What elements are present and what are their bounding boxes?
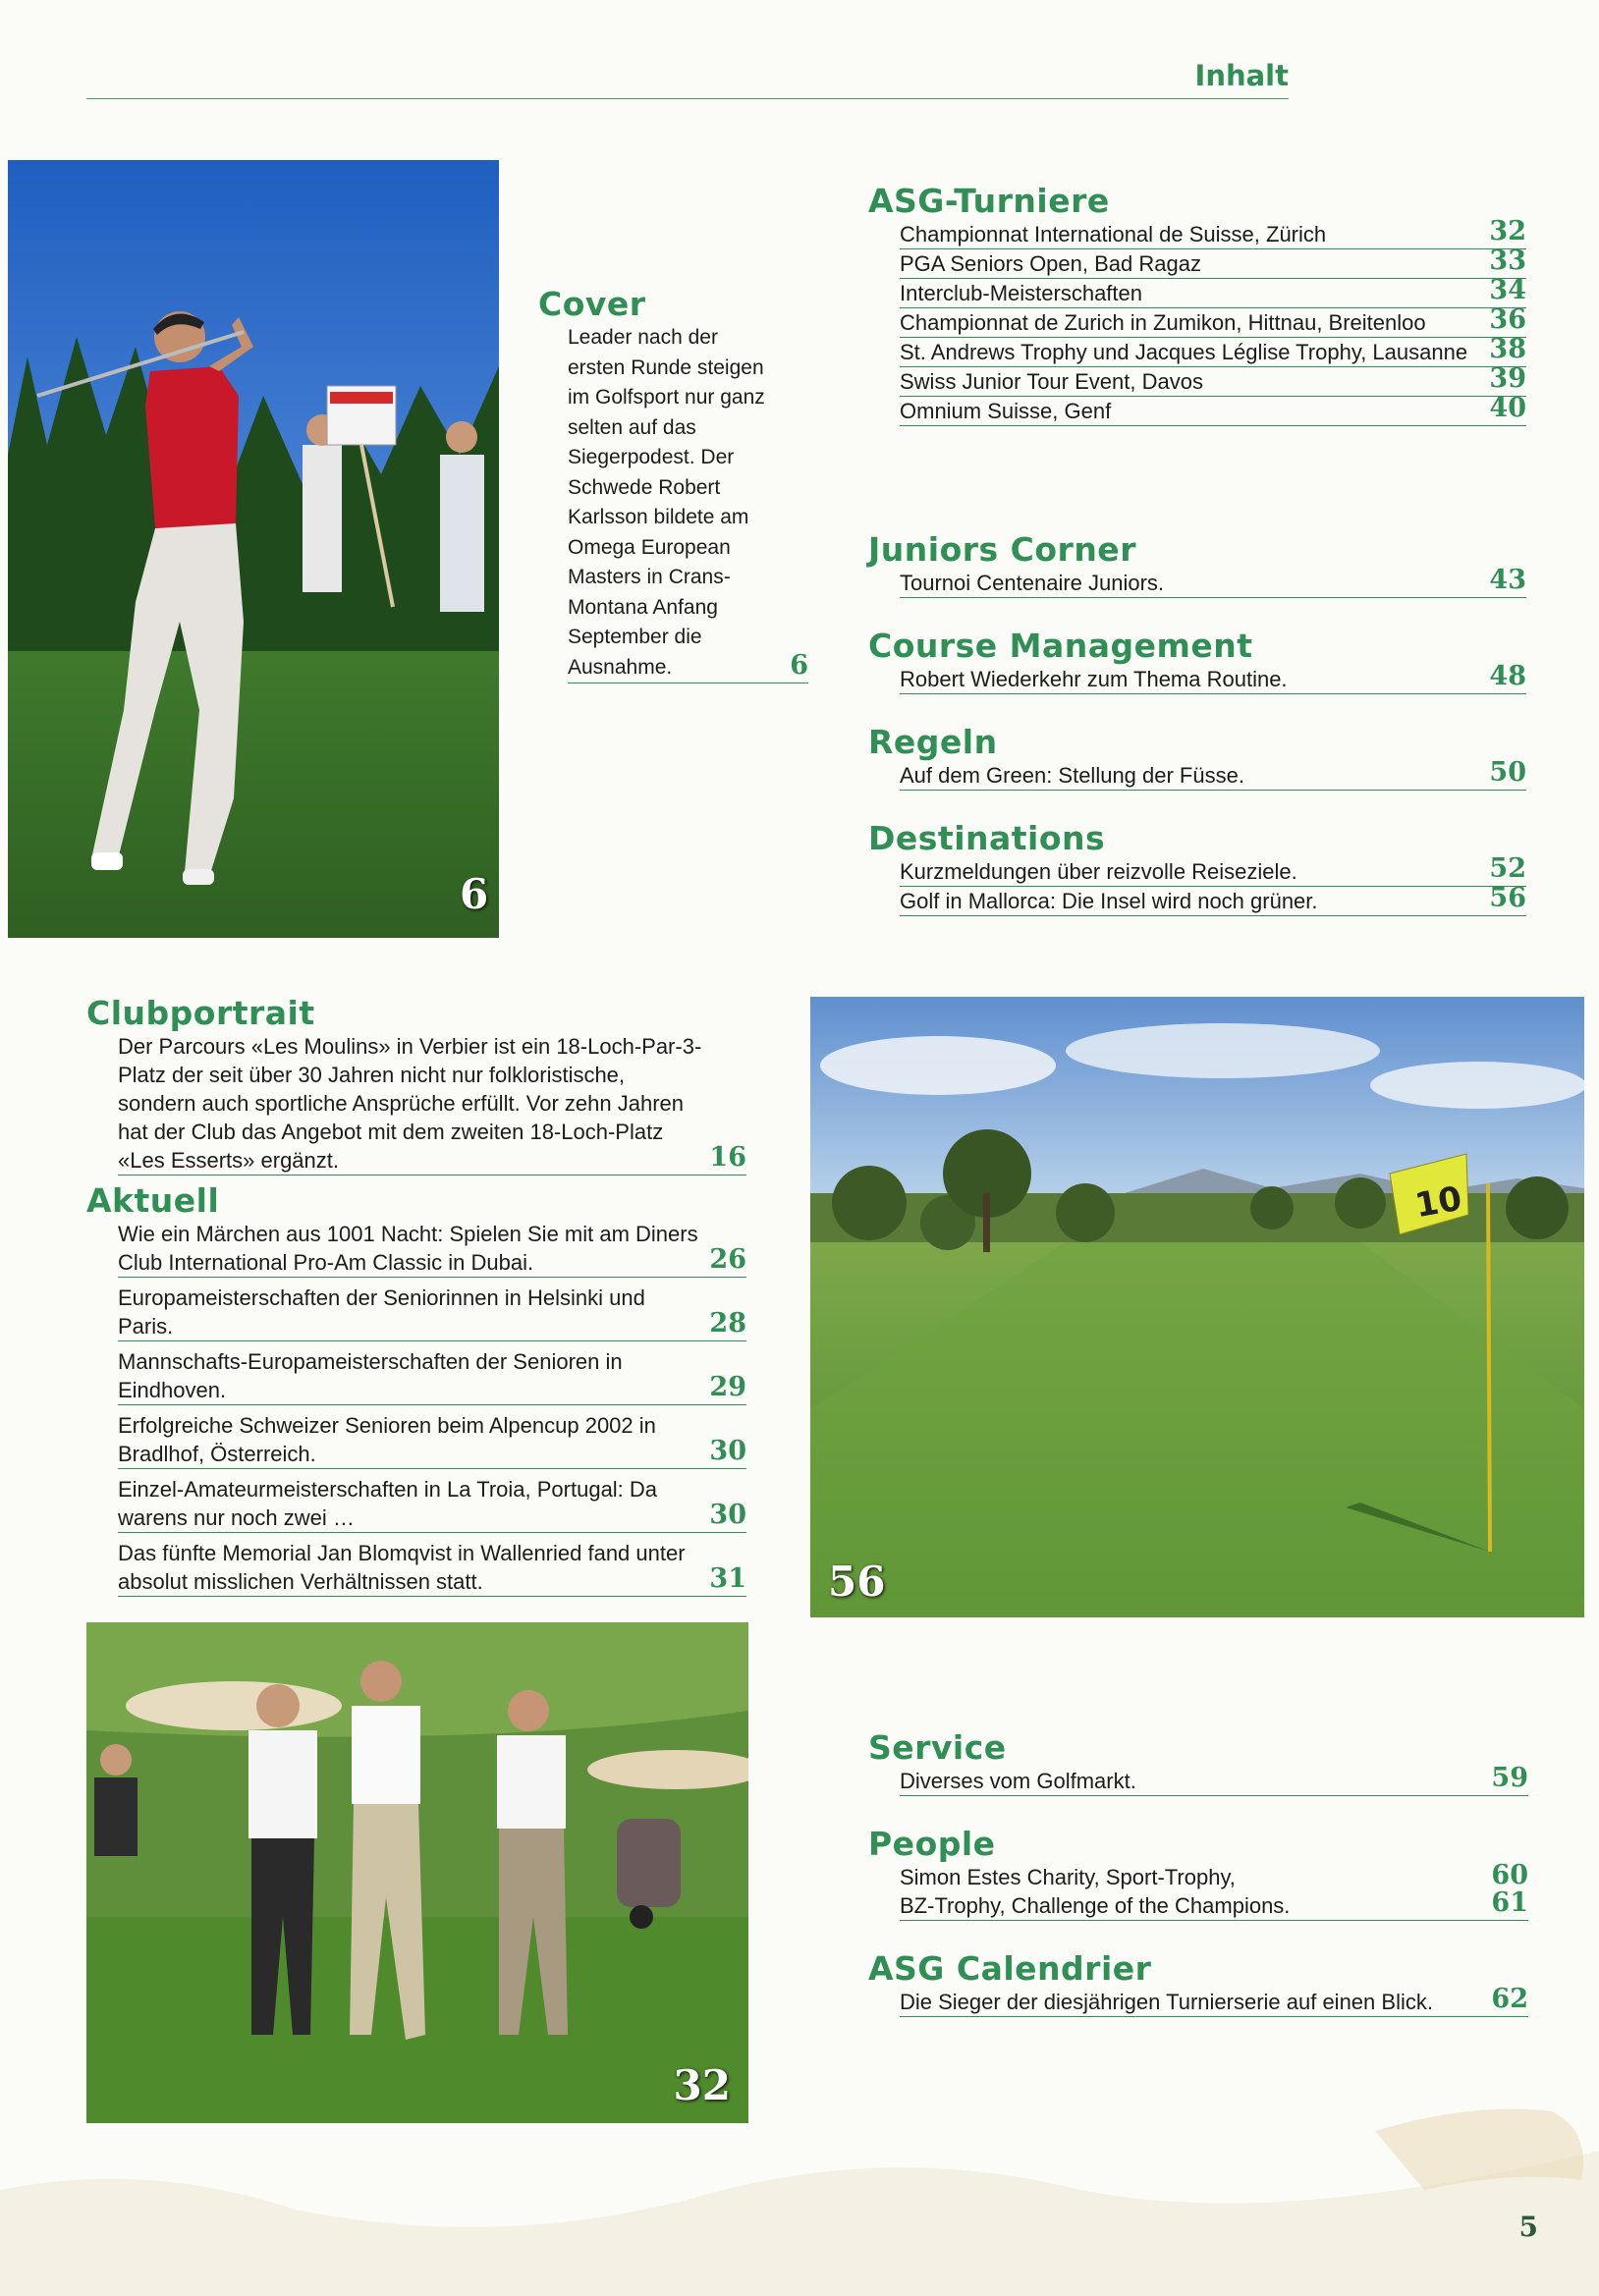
aktuell-section xyxy=(86,1181,746,1597)
service-heading: Service xyxy=(868,1728,1007,1767)
toc-entry-page: 33 xyxy=(1489,246,1526,276)
toc-entry-text: Das fünfte Memorial Jan Blomqvist in Wallenried fand unter absolut misslichen Verhältnissen statt. xyxy=(118,1541,686,1594)
clubportrait-heading: Clubportrait xyxy=(86,994,315,1032)
asg-turniere-section xyxy=(868,182,1526,426)
toc-entry-text: Interclub-Meisterschaften xyxy=(900,281,1142,305)
toc-entry-text: BZ-Trophy, Challenge of the Champions. xyxy=(900,1893,1291,1918)
toc-entry-page: 36 xyxy=(1489,304,1526,335)
people-heading: People xyxy=(868,1825,996,1863)
toc-entry[interactable] xyxy=(900,334,1526,367)
toc-entry-text: Mannschafts-Europameisterschaften der Senioren in Eindhoven. xyxy=(118,1349,623,1402)
toc-entry[interactable] xyxy=(900,853,1526,887)
toc-entry-page: 16 xyxy=(709,1142,746,1173)
toc-entry-text: St. Andrews Trophy und Jacques Léglise Trophy, Lausanne xyxy=(900,340,1468,364)
toc-entry-text: Europameisterschaften der Seniorinnen in Helsinki und Paris. xyxy=(118,1285,645,1339)
toc-entry-text: Einzel-Amateurmeisterschaften in La Troia, Portugal: Da warens nur noch zwei … xyxy=(118,1477,658,1530)
cover-section xyxy=(538,285,808,683)
toc-entry[interactable] xyxy=(118,1411,746,1469)
flag-number: 10 xyxy=(1411,1178,1465,1227)
cover-heading: Cover xyxy=(538,285,646,323)
clubportrait-section xyxy=(86,994,746,1175)
cover-entry[interactable] xyxy=(568,323,808,683)
asg-turniere-heading: ASG-Turniere xyxy=(868,182,1110,220)
toc-entry-text: Omnium Suisse, Genf xyxy=(900,399,1112,423)
toc-entry-text: Swiss Junior Tour Event, Davos xyxy=(900,369,1203,394)
toc-entry[interactable] xyxy=(118,1347,746,1405)
toc-entry-page: 38 xyxy=(1489,334,1526,364)
toc-entry[interactable] xyxy=(118,1032,746,1175)
toc-entry[interactable] xyxy=(900,275,1526,308)
destinations-heading: Destinations xyxy=(868,819,1106,857)
toc-entry[interactable] xyxy=(900,1984,1528,2017)
toc-entry[interactable] xyxy=(900,304,1526,338)
toc-entry-page: 52 xyxy=(1489,853,1526,884)
toc-entry-page: 34 xyxy=(1489,275,1526,305)
toc-entry[interactable] xyxy=(118,1539,746,1597)
toc-entry-page: 62 xyxy=(1491,1984,1528,2014)
toc-entry[interactable] xyxy=(900,1763,1528,1796)
toc-entry-page: 40 xyxy=(1489,393,1526,423)
toc-entry[interactable] xyxy=(900,363,1526,397)
aktuell-heading: Aktuell xyxy=(86,1181,220,1220)
toc-entry-page: 32 xyxy=(1489,216,1526,246)
toc-entry[interactable] xyxy=(900,1860,1528,1921)
toc-entry-text: Wie ein Märchen aus 1001 Nacht: Spielen Sie mit am Diners Club International Pro-Am Classic in Dubai. xyxy=(118,1222,698,1275)
regeln-section xyxy=(868,723,1526,791)
mallorca-photo-page-label: 56 xyxy=(828,1558,886,1606)
cover-page: 6 xyxy=(790,650,808,681)
toc-entry-page: 28 xyxy=(709,1308,746,1339)
destinations-section xyxy=(868,819,1526,916)
toc-entry-text: Diverses vom Golfmarkt. xyxy=(900,1769,1136,1793)
toc-entry-page: 26 xyxy=(709,1244,746,1275)
toc-entry-page: 39 xyxy=(1489,363,1526,394)
toc-entry-text: Championnat International de Suisse, Zürich xyxy=(900,222,1327,246)
toc-entry[interactable] xyxy=(900,216,1526,249)
page-number: 5 xyxy=(1518,2211,1538,2243)
calendrier-heading: ASG Calendrier xyxy=(868,1949,1152,1988)
calendrier-section xyxy=(868,1949,1528,2017)
toc-entry-text: Kurzmeldungen über reizvolle Reiseziele. xyxy=(900,859,1297,884)
toc-entry-text: Championnat de Zurich in Zumikon, Hittnau, Breitenloo xyxy=(900,310,1426,335)
course-heading: Course Management xyxy=(868,627,1253,665)
cover-text: Leader nach der ersten Runde steigen im Golfsport nur ganz selten auf das Siegerpodest. Der Schwede Robert Karlsson bildete am Omega European Masters in Crans-Montana Anfang September die Ausnahme. xyxy=(568,326,765,679)
toc-entry-page: 60 xyxy=(1491,1860,1528,1890)
toc-entry-page: 61 xyxy=(1491,1887,1528,1918)
juniors-section xyxy=(868,530,1526,598)
toc-entry-page: 56 xyxy=(1489,883,1526,913)
toc-entry[interactable] xyxy=(118,1284,746,1341)
toc-entry-page: 59 xyxy=(1491,1763,1528,1793)
regeln-heading: Regeln xyxy=(868,723,998,761)
mallorca-photo xyxy=(810,997,1584,1617)
people-section xyxy=(868,1825,1528,1921)
toc-entry-text: Tournoi Centenaire Juniors. xyxy=(900,571,1165,595)
toc-entry[interactable] xyxy=(900,393,1526,426)
toc-entry-page: 29 xyxy=(709,1372,746,1402)
toc-entry-page: 43 xyxy=(1489,565,1526,595)
toc-entry-page: 50 xyxy=(1489,757,1526,788)
paper-stain-decoration xyxy=(0,2043,1599,2296)
toc-entry[interactable] xyxy=(900,565,1526,598)
toc-entry[interactable] xyxy=(118,1220,746,1278)
cover-photo xyxy=(8,160,499,938)
toc-entry-page: 30 xyxy=(709,1500,746,1530)
cover-photo-page-label: 6 xyxy=(460,870,489,918)
page-header xyxy=(86,59,1289,99)
juniors-heading: Juniors Corner xyxy=(868,530,1136,569)
golfer-swing-image xyxy=(8,160,499,938)
toc-entry-text: PGA Seniors Open, Bad Ragaz xyxy=(900,251,1201,276)
toc-entry-page: 48 xyxy=(1489,661,1526,691)
toc-entry-page: 30 xyxy=(709,1436,746,1466)
toc-entry[interactable] xyxy=(900,883,1526,916)
toc-entry-text: Der Parcours «Les Moulins» in Verbier ist ein 18-Loch-Par-3-Platz der seit über 30 Jahren nicht nur folkloristische, sondern auch sportliche Ansprüche erfüllt. Vor zehn Jahren hat der Club das Angebot mit dem zweiten 18-Loch-Platz «Les Esserts» ergänzt. xyxy=(118,1034,702,1173)
toc-entry[interactable] xyxy=(900,661,1526,694)
toc-entry-text: Robert Wiederkehr zum Thema Routine. xyxy=(900,667,1288,691)
players-photo-page-label: 32 xyxy=(673,2061,731,2109)
golf-course-flag-image xyxy=(810,997,1584,1617)
toc-entry-text: Golf in Mallorca: Die Insel wird noch grüner. xyxy=(900,889,1318,913)
page-title: Inhalt xyxy=(1194,59,1289,92)
toc-entry-text: Die Sieger der diesjährigen Turnierserie auf einen Blick. xyxy=(900,1990,1433,2014)
course-section xyxy=(868,627,1526,694)
toc-entry[interactable] xyxy=(900,757,1526,791)
service-section xyxy=(868,1728,1528,1796)
toc-entry[interactable] xyxy=(900,246,1526,279)
toc-entry-page: 31 xyxy=(709,1563,746,1594)
toc-entry-text: Auf dem Green: Stellung der Füsse. xyxy=(900,763,1244,788)
toc-entry-text: Erfolgreiche Schweizer Senioren beim Alpencup 2002 in Bradlhof, Österreich. xyxy=(118,1413,656,1466)
toc-entry-text: Simon Estes Charity, Sport-Trophy, xyxy=(900,1865,1236,1889)
toc-entry[interactable] xyxy=(118,1475,746,1533)
